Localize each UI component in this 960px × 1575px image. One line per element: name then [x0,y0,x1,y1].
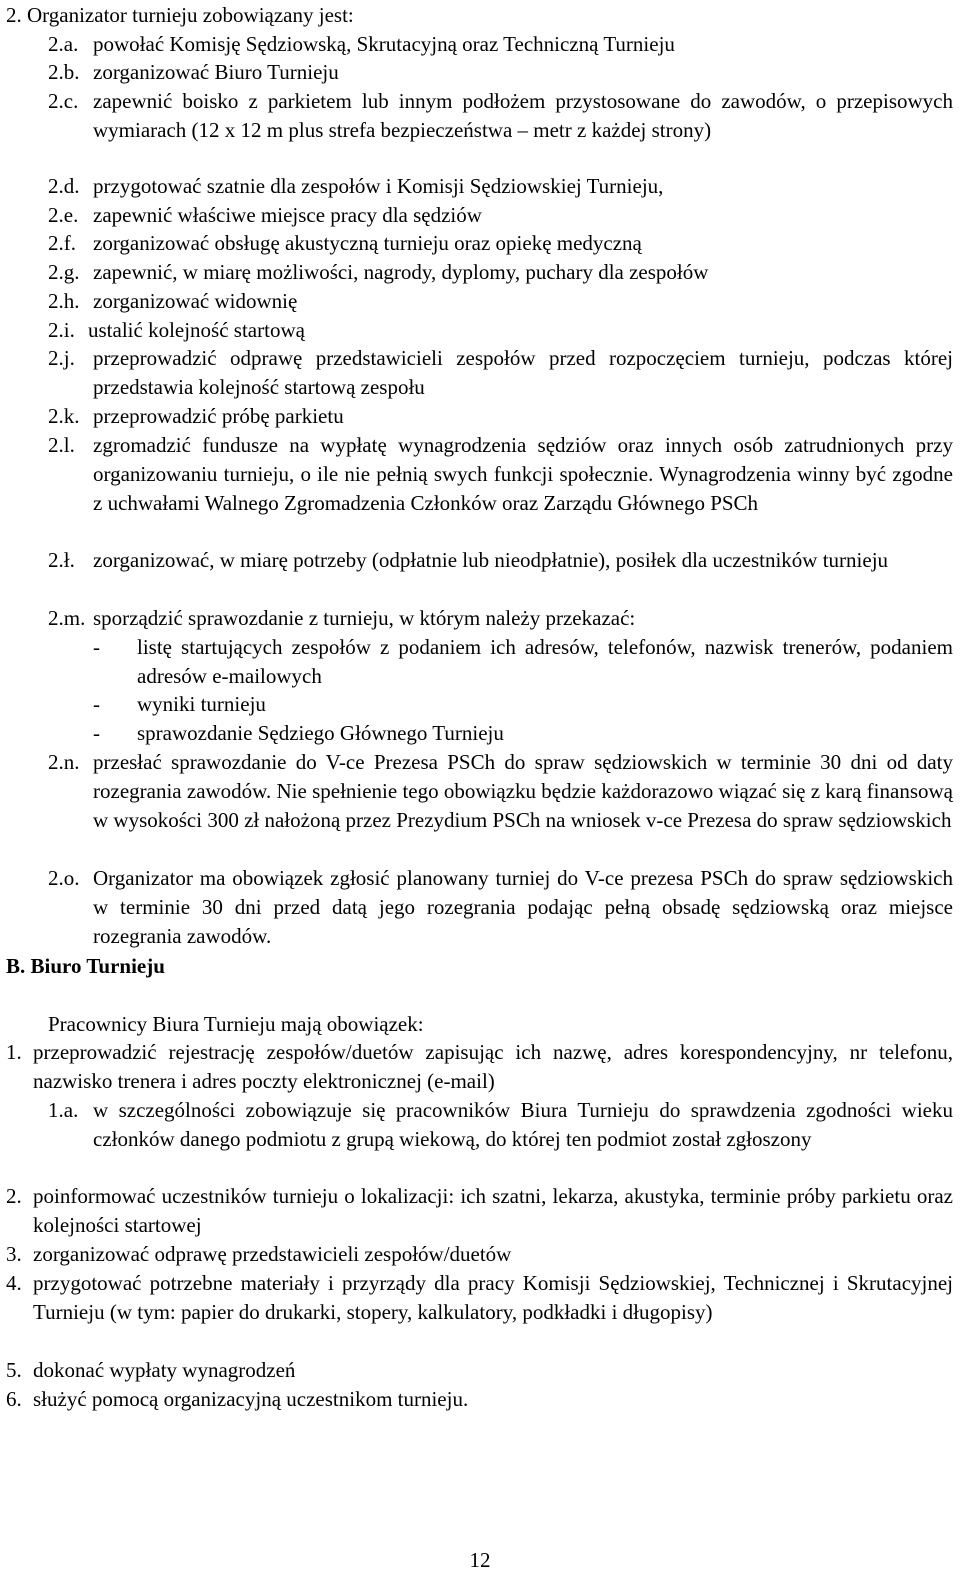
item-label: 2. [6,1184,22,1208]
item-text: przeprowadzić próbę parkietu [93,404,344,428]
item-text: powołać Komisję Sędziowską, Skrutacyjną oraz Techniczną Turnieju [93,32,675,56]
report-item: listę startujących zespołów z podaniem ich adresów, telefonów, nazwisk trenerów, podaniem adresów e-mailowych [137,635,953,688]
item-label: 2.h. [48,289,80,313]
item-label: 2.i. [48,318,75,342]
item-label: 2.l. [48,433,75,457]
dash-bullet: - [93,692,100,716]
item-label: 2.e. [48,203,79,227]
item-text: przeprowadzić odprawę przedstawicieli zespołów przed rozpoczęciem turnieju, podczas której przedstawia kolejność startową zespołu [93,346,953,399]
item-text: zorganizować obsługę akustyczną turnieju oraz opiekę medyczną [93,231,642,255]
item-text: przesłać sprawozdanie do V-ce Prezesa PSCh do spraw sędziowskich w terminie 30 dni od daty rozegrania zawodów. Nie spełnienie tego obowiązku będzie każdorazowo wiązać się z karą finansową w wysokości 300 zł nałożoną przez Prezydium PSCh na wniosek v-ce Prezesa do spraw sędziowskich [93,750,953,832]
dash-bullet: - [93,635,100,659]
report-item: wyniki turnieju [137,692,266,716]
report-item: sprawozdanie Sędziego Głównego Turnieju [137,721,504,745]
item-text: przygotować szatnie dla zespołów i Komisji Sędziowskiej Turnieju, [93,174,664,198]
item-label: 2.b. [48,60,80,84]
item-label: 2.k. [48,404,80,428]
item-text: zapewnić boisko z parkietem lub innym podłożem przystosowane do zawodów, o przepisowych wymiarach (12 x 12 m plus strefa bezpieczeństwa – metr z każdej strony) [93,89,953,142]
item-text: zorganizować odprawę przedstawicieli zespołów/duetów [33,1242,512,1266]
item-text: zgromadzić fundusze na wypłatę wynagrodzenia sędziów oraz innych osób zatrudnionych przy organizowaniu turnieju, o ile nie pełnią swych funkcji społecznie. Wynagrodzenia winny być zgodne z uchwałami Walnego Zgromadzenia Członków oraz Zarządu Głównego PSCh [93,433,953,515]
item-text: w szczególności zobowiązuje się pracowników Biura Turnieju do sprawdzenia zgodności wieku członków danego podmiotu z grupą wiekową, do której ten podmiot został zgłoszony [93,1098,953,1151]
item-text: przygotować potrzebne materiały i przyrządy dla pracy Komisji Sędziowskiej, Technicznej i Skrutacyjnej Turnieju (w tym: papier do drukarki, stopery, kalkulatory, podkładki i długopisy) [33,1271,953,1324]
item-text: zorganizować Biuro Turnieju [93,60,339,84]
item-text: zorganizować widownię [93,289,298,313]
item-text: przeprowadzić rejestrację zespołów/duetów zapisując ich nazwę, adres korespondencyjny, nr telefonu, nazwisko trenera i adres poczty elektronicznej (e-mail) [33,1040,953,1093]
item-label: 2.o. [48,866,80,890]
page-number: 12 [469,1548,491,1572]
section-2-heading: 2. Organizator turnieju zobowiązany jest: [6,3,354,27]
item-label: 3. [6,1242,22,1266]
item-text: zapewnić, w miarę możliwości, nagrody, dyplomy, puchary dla zespołów [93,260,709,284]
item-text: Organizator ma obowiązek zgłosić planowany turniej do V-ce prezesa PSCh do spraw sędziowskich w terminie 30 dni przed datą jego rozegrania podając pełną obsadę sędziowską oraz miejsce rozegrania zawodów. [93,866,953,948]
item-label: 2.d. [48,174,80,198]
item-label: 2.f. [48,231,76,255]
item-label: 4. [6,1271,22,1295]
item-label: 2.c. [48,89,79,113]
item-text: dokonać wypłaty wynagrodzeń [33,1358,296,1382]
dash-bullet: - [93,721,100,745]
item-label: 1.a. [48,1098,79,1122]
item-label: 5. [6,1358,22,1382]
item-label: 1. [6,1040,22,1064]
item-text: służyć pomocą organizacyjną uczestnikom turnieju. [33,1387,469,1411]
item-text: zapewnić właściwe miejsce pracy dla sędziów [93,203,482,227]
section-b-intro: Pracownicy Biura Turnieju mają obowiązek: [48,1012,424,1036]
item-label: 2.g. [48,260,80,284]
item-label: 2.a. [48,32,79,56]
section-b-heading: B. Biuro Turnieju [6,954,165,978]
item-text: sporządzić sprawozdanie z turnieju, w którym należy przekazać: [93,606,636,630]
item-label: 2.m. [48,606,86,630]
item-label: 2.j. [48,346,75,370]
item-text: poinformować uczestników turnieju o lokalizacji: ich szatni, lekarza, akustyka, terminie próby parkietu oraz kolejności startowej [33,1184,953,1237]
item-label: 6. [6,1387,22,1411]
item-label: 2.ł. [48,548,75,572]
item-text: zorganizować, w miarę potrzeby (odpłatnie lub nieodpłatnie), posiłek dla uczestników turnieju [93,548,889,572]
item-label: 2.n. [48,750,80,774]
item-text: ustalić kolejność startową [88,318,305,342]
